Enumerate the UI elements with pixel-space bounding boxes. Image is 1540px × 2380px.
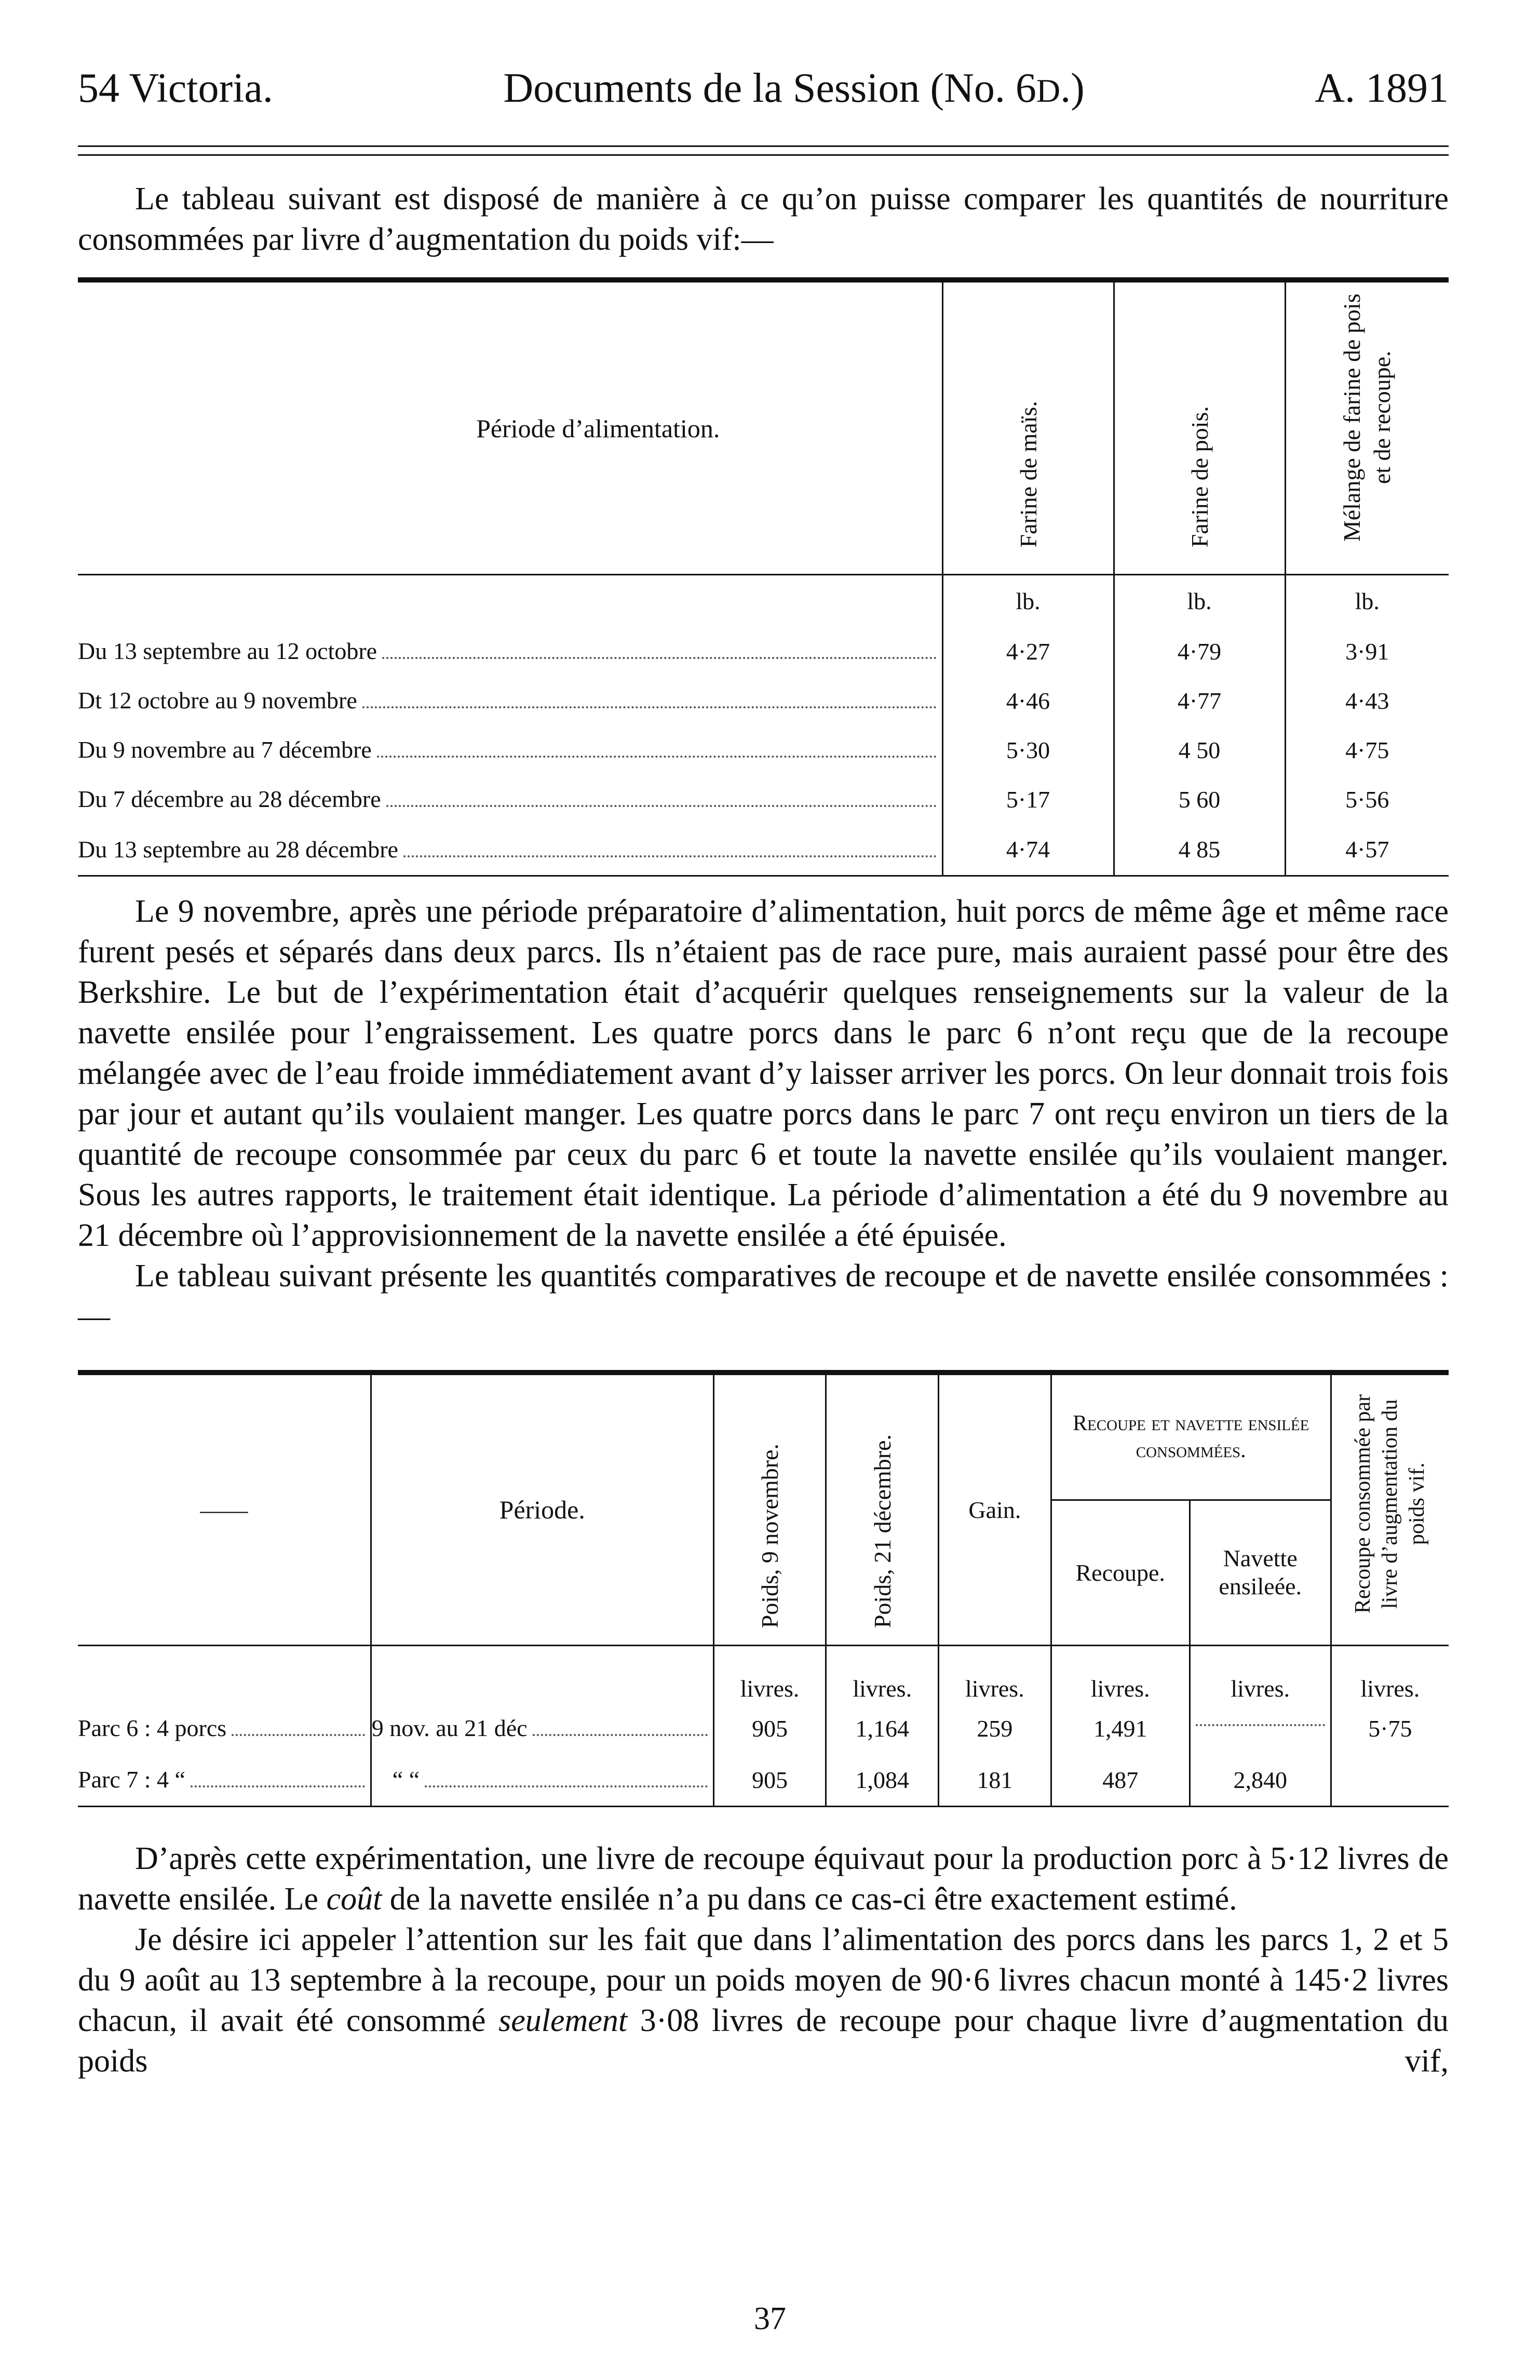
header-center-text: Documents de la Session (No. 6	[503, 65, 1036, 111]
attention-emphasis: seulement	[498, 2002, 628, 2038]
table2-top-rule	[78, 1370, 1449, 1375]
table-row	[78, 627, 1449, 676]
recoupe-navette-table	[78, 1375, 1449, 1807]
table1-unit: lb.	[1016, 587, 1041, 614]
feed-comparison-table	[78, 283, 1449, 877]
col-header-text: Mélange de farine de pois et de recoupe.	[1339, 293, 1396, 542]
table1-col-header-melange	[1285, 283, 1449, 575]
header-center-sc: D	[1036, 72, 1061, 109]
table2-unit-spacer	[78, 1645, 371, 1702]
table2-unit-spacer	[371, 1645, 713, 1702]
row-periode: 9 nov. au 21 déc	[371, 1715, 528, 1741]
cell-value	[1331, 1754, 1449, 1806]
row-parc: Parc 7 : 4 “	[78, 1766, 185, 1793]
cell-value: 4·74	[1006, 836, 1050, 863]
header-center-suffix: .)	[1060, 65, 1085, 111]
cell-value: 5·17	[1006, 786, 1050, 813]
cell-value: 487	[1051, 1754, 1190, 1806]
cell-value: 181	[939, 1754, 1051, 1806]
row-period: Du 9 novembre au 7 décembre	[78, 736, 372, 763]
header-left: 54 Victoria.	[78, 65, 273, 111]
cell-value: 4·77	[1114, 676, 1285, 725]
table1-unit-spacer	[78, 575, 942, 627]
table2-group-header: Recoupe et navette ensilée consommées.	[1051, 1375, 1331, 1500]
page-number: 37	[754, 2301, 786, 2336]
table2-ratio-header	[1331, 1375, 1449, 1645]
table1-period-header: Période d’alimentation.	[476, 413, 720, 443]
cell-value: 4·27	[1006, 638, 1050, 665]
intro-paragraph: Le tableau suivant est disposé de manière à ce qu’on puisse comparer les quantités de nourriture consommées par livre d’augmentation du poids vif:—	[78, 181, 1449, 257]
table2-poids-21-dec	[826, 1375, 939, 1645]
table-row	[78, 775, 1449, 824]
experiment-paragraph: Le 9 novembre, après une période préparatoire d’alimentation, huit porcs de même âge et même race furent pesés et séparés dans deux parcs. Ils n’étaient pas de race pure, mais auraient passé pour être des Berkshire. Le but de l’expérimentation était d’acquérir quelques renseignements sur la valeur de la navette ensilée pour l’engraissement. Les quatre porcs dans le parc 6 n’ont reçu que de la recoupe mélangée avec de l’eau froide immédiatement avant d’y laisser arriver les porcs. On leur donnait trois fois par jour et autant qu’ils voulaient manger. Les quatre porcs dans le parc 7 ont reçu environ un tiers de la quantité de recoupe consommée par ceux du parc 6 et toute la navette ensilée qu’ils voulaient manger. Sous les autres rapports, le traitement était identique. La période d’alimentation a été du 9 novembre au 21 décembre où l’approvisionnement de la navette ensilée a été épuisée.	[78, 894, 1449, 1253]
cell-value: 905	[713, 1702, 826, 1754]
attention-text-b: 3·08 livres de recoupe pour chaque livre d’augmentation du poids vif,	[78, 2002, 1449, 2079]
conclusion-text-a: D’après cette expérimentation, une livre de recoupe équivaut pour la production porc à 5·12 livres de navette ensilée. Le	[78, 1840, 1449, 1917]
table2-period-header: Période.	[371, 1375, 713, 1645]
header-center	[503, 65, 1085, 111]
table2-navette-header: Navette ensileée.	[1190, 1500, 1331, 1645]
conclusion-paragraph	[78, 1838, 1449, 1919]
table1-col-header-pois	[1114, 283, 1285, 575]
cell-value: 4·43	[1285, 676, 1449, 725]
cell-value: 5·30	[1006, 736, 1050, 763]
cell-value: 905	[713, 1754, 826, 1806]
table2-intro-paragraph: Le tableau suivant présente les quantités comparatives de recoupe et de navette ensilée consommées :—	[78, 1258, 1449, 1334]
cell-value: 1,491	[1051, 1702, 1190, 1754]
table-row	[78, 676, 1449, 725]
row-period: Du 13 septembre au 28 décembre	[78, 836, 398, 863]
attention-paragraph	[78, 1919, 1449, 2081]
row-periode: “ “	[392, 1766, 420, 1793]
cell-value: 5·56	[1285, 775, 1449, 824]
col-header-text: Recoupe consommée par livre d’augmentation du poids vif.	[1351, 1394, 1429, 1613]
cell-value: 3·91	[1285, 627, 1449, 676]
table1-unit: lb.	[1114, 575, 1285, 627]
col-header-text: Poids, 21 décembre.	[869, 1434, 896, 1629]
cell-value: 2,840	[1190, 1754, 1331, 1806]
conclusion-emphasis: coût	[326, 1881, 382, 1917]
table1-unit: lb.	[1285, 575, 1449, 627]
cell-value: 259	[939, 1702, 1051, 1754]
conclusion-text-b: de la navette ensilée n’a pu dans ce cas-ci être exactement estimé.	[382, 1881, 1237, 1917]
cell-value: 4·46	[1006, 687, 1050, 714]
table2-unit: livres.	[1051, 1645, 1190, 1702]
table-row	[78, 1702, 1449, 1754]
table1-col-header-mais	[942, 283, 1114, 575]
table-row	[78, 725, 1449, 775]
cell-value: 4·79	[1114, 627, 1285, 676]
cell-value: 4·75	[1285, 725, 1449, 775]
table2-unit: livres.	[939, 1645, 1051, 1702]
cell-value: 5 60	[1114, 775, 1285, 824]
table1-top-rule	[78, 277, 1449, 283]
row-period: Dt 12 octobre au 9 novembre	[78, 687, 357, 714]
table-row	[78, 1754, 1449, 1806]
cell-value: 4·57	[1285, 824, 1449, 876]
row-parc: Parc 6 : 4 porcs	[78, 1715, 227, 1741]
document-page	[78, 65, 1449, 2081]
table2-poids-9-nov	[713, 1375, 826, 1645]
table2-unit: livres.	[1331, 1645, 1449, 1702]
cell-value: 4 50	[1114, 725, 1285, 775]
col-header-text: Farine de pois.	[1186, 406, 1213, 547]
table2-gain-header: Gain.	[939, 1375, 1051, 1645]
table2-unit: livres.	[1190, 1645, 1331, 1702]
col-header-text: Farine de maïs.	[1015, 400, 1042, 547]
table-row	[78, 824, 1449, 876]
cell-value: 1,084	[826, 1754, 939, 1806]
cell-value: 4 85	[1114, 824, 1285, 876]
cell-value: 5·75	[1331, 1702, 1449, 1754]
table2-unit: livres.	[826, 1645, 939, 1702]
row-period: Du 7 décembre au 28 décembre	[78, 786, 381, 812]
table2-dash: ——	[200, 1496, 248, 1523]
col-header-text: Poids, 9 novembre.	[757, 1444, 783, 1629]
table2-unit: livres.	[713, 1645, 826, 1702]
attention-text-a: Je désire ici appeler l’attention sur les fait que dans l’alimentation des porcs dans les parcs 1, 2 et 5 du 9 août au 13 septembre à la recoupe, pour un poids moyen de 90·6 livres chacun monté à 145·2 livres chacun, il avait été consommé	[78, 1921, 1449, 2038]
header-right: A. 1891	[1315, 65, 1449, 111]
table2-recoupe-header: Recoupe.	[1051, 1500, 1190, 1645]
row-period: Du 13 septembre au 12 octobre	[78, 638, 377, 664]
cell-value: 1,164	[826, 1702, 939, 1754]
running-header	[78, 65, 1449, 125]
header-rule	[78, 145, 1449, 156]
